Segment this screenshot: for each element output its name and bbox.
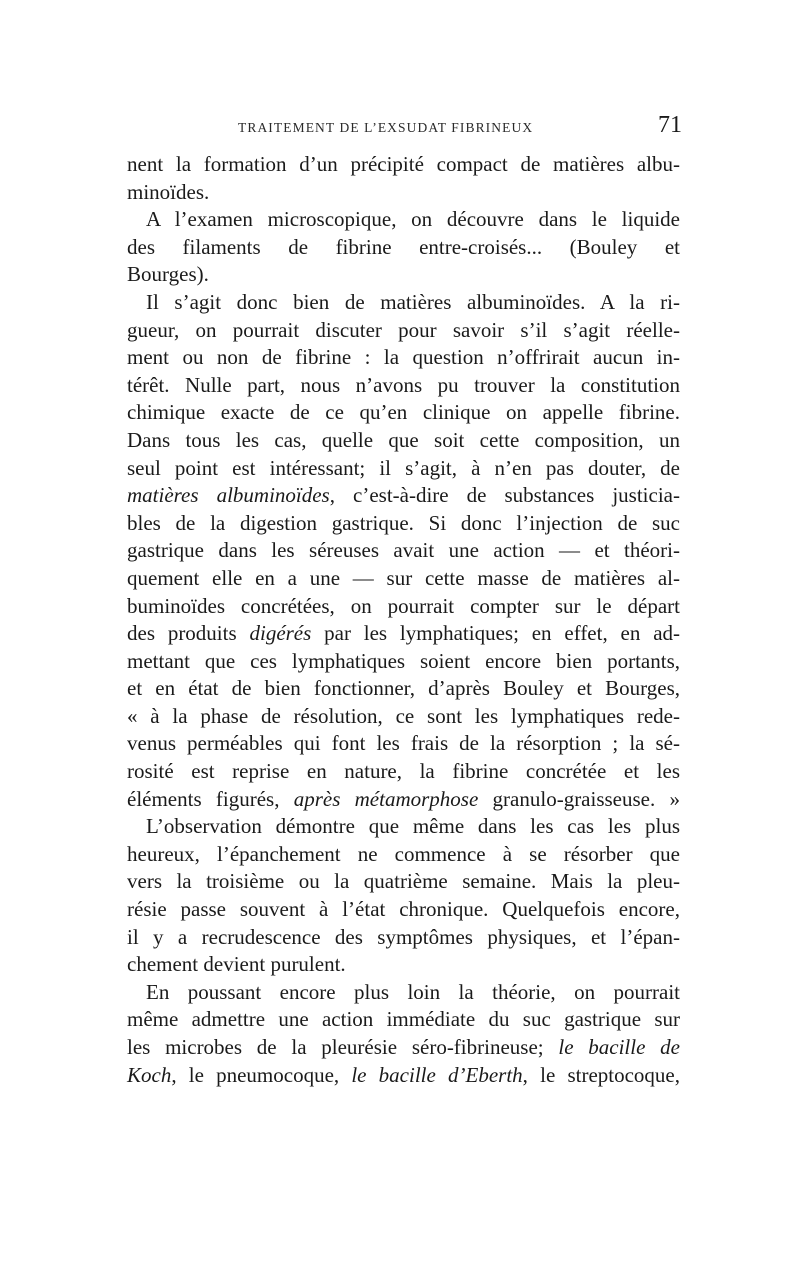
text-line: heureux, l’épanchement ne commence à se résorber que bbox=[127, 841, 680, 866]
text-line: buminoïdes concrétées, on pourrait compter sur le départ bbox=[127, 593, 680, 618]
text-line: A l’examen microscopique, on découvre dans le liquide bbox=[146, 207, 680, 232]
text-run: les microbes de la pleurésie séro-fibrineuse; bbox=[127, 1035, 559, 1059]
text-run: , c’est-à-dire de substances justicia- bbox=[329, 483, 680, 508]
text-line: chement devient purulent. bbox=[127, 952, 346, 977]
text-line: seul point est intéressant; il s’agit, à n’en pas douter, de bbox=[127, 455, 680, 480]
italic-text: digérés bbox=[249, 621, 312, 646]
body-text bbox=[127, 151, 680, 1089]
text-line: rosité est reprise en nature, la fibrine concrétée et les bbox=[127, 759, 680, 784]
text-line: Il s’agit donc bien de matières albuminoïdes. A la ri- bbox=[146, 289, 680, 314]
text-line bbox=[127, 1062, 680, 1090]
text-run: granulo-graisseuse. » bbox=[478, 786, 681, 811]
text-line: Dans tous les cas, quelle que soit cette composition, un bbox=[127, 427, 680, 452]
text-line: même admettre une action immédiate du suc gastrique sur bbox=[127, 1007, 680, 1032]
text-line bbox=[127, 620, 680, 648]
text-line: Bourges). bbox=[127, 262, 209, 287]
text-line: vers la troisième ou la quatrième semaine. Mais la pleu- bbox=[127, 869, 680, 894]
page-header bbox=[127, 112, 682, 142]
text-line: minoïdes. bbox=[127, 179, 210, 204]
running-title: TRAITEMENT DE L’EXSUDAT FIBRINEUX bbox=[238, 120, 534, 135]
text-line: nent la formation d’un précipité compact de matières albu- bbox=[127, 152, 680, 176]
text-line: chimique exacte de ce qu’en clinique on appelle fibrine. bbox=[127, 400, 680, 425]
italic-text: Koch bbox=[127, 1062, 172, 1087]
text-line: venus perméables qui font les frais de la résorption ; la sé- bbox=[127, 731, 680, 756]
italic-text: le bacille d’Eberth bbox=[351, 1062, 523, 1087]
italic-text: matières albuminoïdes bbox=[127, 483, 330, 508]
text-line: L’observation démontre que même dans les cas les plus bbox=[146, 814, 680, 839]
text-line: quement elle en a une — sur cette masse de matières al- bbox=[127, 565, 680, 590]
text-line: des filaments de fibrine entre-croisés... (Bouley et bbox=[127, 234, 680, 259]
text-line: bles de la digestion gastrique. Si donc l’injection de suc bbox=[127, 510, 680, 535]
text-line: térêt. Nulle part, nous n’avons pu trouver la constitution bbox=[127, 372, 680, 397]
page-number: 71 bbox=[658, 112, 682, 138]
text-line: mettant que ces lymphatiques soient encore bien portants, bbox=[127, 648, 680, 673]
text-line: gastrique dans les séreuses avait une action — et théori- bbox=[127, 538, 680, 563]
text-run: éléments figurés, bbox=[127, 786, 294, 811]
text-run: , le pneumocoque, bbox=[171, 1062, 352, 1087]
italic-text: le bacille de bbox=[558, 1035, 680, 1059]
text-line: et en état de bien fonctionner, d’après Bouley et Bourges, bbox=[127, 676, 680, 701]
text-run: , le streptocoque, bbox=[522, 1062, 680, 1087]
text-line bbox=[127, 786, 680, 814]
text-line bbox=[127, 482, 680, 510]
text-run: des produits bbox=[127, 621, 250, 646]
italic-text: après métamorphose bbox=[293, 786, 479, 811]
text-line: gueur, on pourrait discuter pour savoir s’il s’agit réelle- bbox=[127, 317, 680, 342]
text-run: par les lymphatiques; en effet, en ad- bbox=[311, 621, 681, 646]
text-line bbox=[127, 1034, 680, 1062]
text-line: « à la phase de résolution, ce sont les lymphatiques rede- bbox=[127, 703, 680, 728]
text-line: il y a recrudescence des symptômes physiques, et l’épan- bbox=[127, 924, 680, 949]
text-line: En poussant encore plus loin la théorie, on pourrait bbox=[146, 979, 680, 1004]
text-line: ment ou non de fibrine : la question n’offrirait aucun in- bbox=[127, 345, 680, 370]
text-line: résie passe souvent à l’état chronique. Quelquefois encore, bbox=[127, 897, 680, 922]
